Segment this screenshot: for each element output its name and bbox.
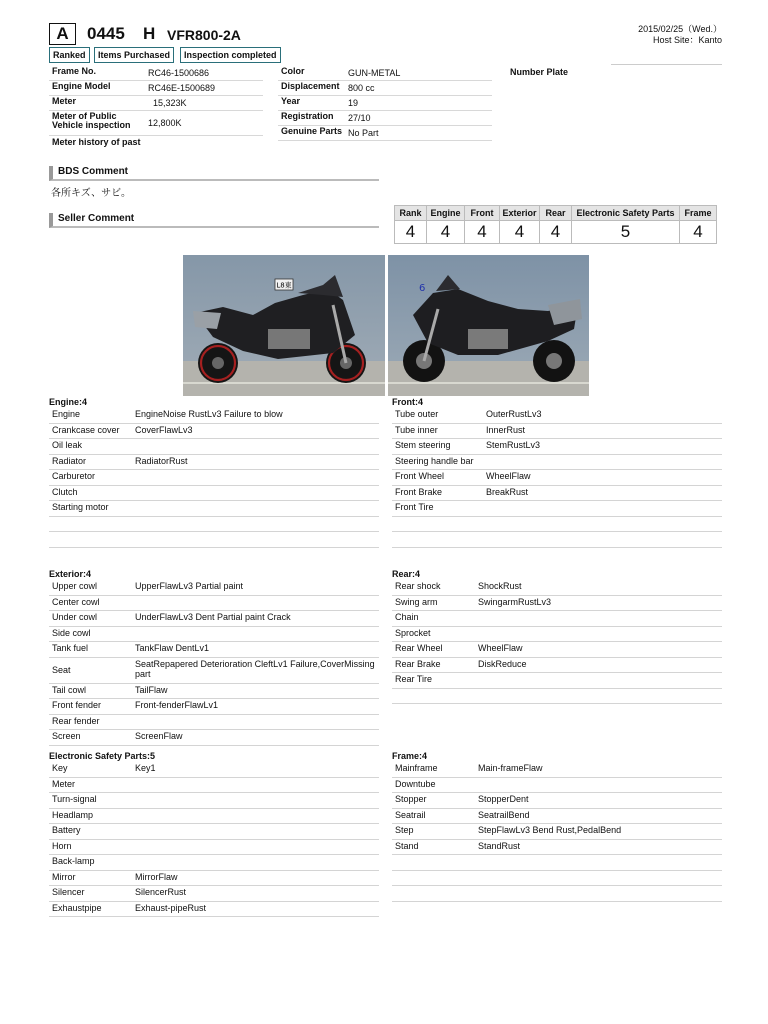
info-label: Meter xyxy=(52,96,77,106)
item-label: Back-lamp xyxy=(52,856,95,866)
frame-row xyxy=(392,777,722,794)
item-value: Front-fenderFlawLv1 xyxy=(135,700,219,710)
item-label: Stopper xyxy=(395,794,427,804)
item-label: Headlamp xyxy=(52,809,94,820)
info-label: Meter of Public Vehicle inspection xyxy=(52,111,131,130)
exterior-row xyxy=(49,729,379,746)
item-label: Downtube xyxy=(395,778,436,789)
h-mark: H xyxy=(143,24,156,43)
item-label: Engine xyxy=(52,409,81,419)
info-value: 27/10 xyxy=(348,113,371,123)
info-value: 800 cc xyxy=(348,83,375,93)
front-row xyxy=(392,454,722,471)
rank-value-cell: 4 xyxy=(500,221,540,244)
info-row-meter xyxy=(49,95,263,111)
info-value: 19 xyxy=(348,98,359,108)
item-value: WheelFlaw xyxy=(486,471,531,481)
item-label: Upper cowl xyxy=(52,581,98,591)
info-label: Frame No. xyxy=(52,66,97,76)
exterior-row xyxy=(49,641,379,658)
info-row-frame-no xyxy=(49,65,263,81)
item-value: SeatrailBend xyxy=(478,809,530,820)
info-label: Color xyxy=(281,66,305,76)
item-value: StandRust xyxy=(478,840,521,851)
info-value: RC46-1500686 xyxy=(148,68,210,78)
engine-row xyxy=(49,485,379,502)
frame-row xyxy=(392,823,722,840)
item-label: Carburetor xyxy=(52,471,96,481)
item-value: TailFlaw xyxy=(135,684,168,695)
info-value: GUN-METAL xyxy=(348,68,401,78)
electronic-row xyxy=(49,792,379,809)
item-label: Steering handle bar xyxy=(395,455,474,466)
item-label: Silencer xyxy=(52,887,85,897)
item-label: Mirror xyxy=(52,871,76,882)
photo-tag-right: 6 xyxy=(419,283,426,294)
front-section-title: Front:4 xyxy=(392,397,423,407)
info-label: Year xyxy=(281,96,301,106)
item-value: InnerRust xyxy=(486,424,526,435)
rank-table xyxy=(394,205,717,244)
front-row xyxy=(392,485,722,502)
rear-row xyxy=(392,641,722,658)
item-value: MirrorFlaw xyxy=(135,871,178,882)
info-label: Meter history of past xyxy=(52,137,141,147)
front-row xyxy=(392,407,722,424)
item-label: Center cowl xyxy=(52,596,100,607)
rank-letter-box xyxy=(49,23,76,45)
item-label: Step xyxy=(395,825,414,835)
item-label: Front Brake xyxy=(395,486,443,497)
lot-number: 0445 xyxy=(87,24,125,43)
info-value: No Part xyxy=(348,128,379,138)
item-label: Turn-signal xyxy=(52,794,97,804)
item-label: Stem steering xyxy=(395,440,451,450)
info-value: RC46E-1500689 xyxy=(148,83,216,93)
item-label: Tank fuel xyxy=(52,643,89,653)
electronic-row xyxy=(49,808,379,825)
frame-row xyxy=(392,839,722,856)
photo-tag-left: L8東 xyxy=(276,281,292,290)
item-label: Swing arm xyxy=(395,596,438,607)
rank-header-cell: Electronic Safety Parts xyxy=(572,206,680,221)
item-label: Meter xyxy=(52,778,76,789)
item-label: Rear Tire xyxy=(395,674,433,684)
front-row xyxy=(392,438,722,455)
item-label: Horn xyxy=(52,840,72,851)
item-label: Screen xyxy=(52,731,81,741)
front-row xyxy=(392,500,722,517)
bds-comment-title: BDS Comment xyxy=(49,166,379,181)
item-value: Exhaust-pipeRust xyxy=(135,902,207,913)
electronic-row xyxy=(49,761,379,778)
engine-row xyxy=(49,454,379,471)
electronic-row xyxy=(49,777,379,794)
exterior-row xyxy=(49,683,379,700)
rank-value-cell: 5 xyxy=(572,221,680,244)
item-label: Sprocket xyxy=(395,627,431,638)
item-value: CoverFlawLv3 xyxy=(135,424,193,435)
engine-row xyxy=(49,407,379,424)
item-label: Tube inner xyxy=(395,424,438,435)
engine-row xyxy=(49,500,379,517)
bds-comment-text: 各所キズ、サビ。 xyxy=(51,188,131,199)
item-value: ShockRust xyxy=(478,581,522,591)
info-row-registration xyxy=(278,110,492,126)
item-label: Seat xyxy=(52,664,71,675)
exterior-row xyxy=(49,595,379,612)
engine-section-title: Engine:4 xyxy=(49,397,88,407)
rank-value-cell: 4 xyxy=(540,221,572,244)
header-divider xyxy=(611,64,722,65)
item-label: Front fender xyxy=(52,700,102,710)
item-label: Front Wheel xyxy=(395,471,445,481)
item-value: Key1 xyxy=(135,763,156,773)
frame-empty-row xyxy=(392,885,722,902)
rear-empty-row xyxy=(392,688,722,705)
rank-header-cell: Exterior xyxy=(500,206,540,221)
engine-empty-row xyxy=(49,531,379,548)
electronic-section-title: Electronic Safety Parts:5 xyxy=(49,751,156,761)
rank-value-cell: 4 xyxy=(465,221,500,244)
seller-comment-title: Seller Comment xyxy=(49,213,379,228)
rear-row xyxy=(392,610,722,627)
electronic-row xyxy=(49,870,379,887)
front-row xyxy=(392,469,722,486)
front-empty-row xyxy=(392,531,722,548)
exterior-row xyxy=(49,698,379,715)
item-label: Battery xyxy=(52,825,81,835)
auction-date: 2015/02/25（Wed.） xyxy=(638,24,722,34)
info-label: Genuine Parts xyxy=(281,126,343,136)
item-label: Side cowl xyxy=(52,627,91,638)
host-site: Host Site：Kanto xyxy=(652,35,722,45)
item-value: WheelFlaw xyxy=(478,643,523,653)
item-label: Rear Wheel xyxy=(395,643,443,653)
item-label: Rear Brake xyxy=(395,658,441,669)
rank-header-cell: Frame xyxy=(680,206,717,221)
item-value: SilencerRust xyxy=(135,887,187,897)
badge-items-purchased: Items Purchased xyxy=(94,47,174,63)
item-label: Starting motor xyxy=(52,502,109,512)
motorcycle-photo-right-side[interactable] xyxy=(183,255,385,396)
exterior-row xyxy=(49,579,379,596)
motorcycle-right-side-icon xyxy=(183,255,385,396)
item-label: Front Tire xyxy=(395,502,434,512)
info-row-genuine-parts xyxy=(278,125,492,141)
front-empty-row xyxy=(392,516,722,533)
info-value: 12,800K xyxy=(148,118,182,128)
rank-header-cell: Rank xyxy=(395,206,427,221)
rank-value-row xyxy=(395,221,717,244)
item-value: OuterRustLv3 xyxy=(486,409,542,419)
info-label: Engine Model xyxy=(52,81,111,91)
info-row-year xyxy=(278,95,492,111)
frame-row xyxy=(392,792,722,809)
item-value: SeatRepapered Deterioration CleftLv1 Failure,CoverMissing part xyxy=(135,658,375,679)
frame-empty-row xyxy=(392,870,722,887)
item-value: ScreenFlaw xyxy=(135,731,183,741)
frame-section-title: Frame:4 xyxy=(392,751,428,761)
rank-header-cell: Rear xyxy=(540,206,572,221)
rank-letter: A xyxy=(56,24,69,43)
item-value: StepFlawLv3 Bend Rust,PedalBend xyxy=(478,825,622,835)
frame-row xyxy=(392,808,722,825)
motorcycle-photo-left-side[interactable] xyxy=(388,255,589,396)
item-label: Oil leak xyxy=(52,440,83,450)
item-value: DiskReduce xyxy=(478,658,527,669)
engine-row xyxy=(49,423,379,440)
item-label: Key xyxy=(52,763,68,773)
frame-row xyxy=(392,761,722,778)
info-label: Displacement xyxy=(281,81,340,91)
electronic-row xyxy=(49,885,379,902)
item-value: StemRustLv3 xyxy=(486,440,541,450)
info-row-color xyxy=(278,65,492,81)
front-row xyxy=(392,423,722,440)
item-value: StopperDent xyxy=(478,794,529,804)
frame-empty-row xyxy=(392,854,722,871)
rear-row xyxy=(392,626,722,643)
info-label: Registration xyxy=(281,111,334,121)
info-value: 15,323K xyxy=(153,98,187,108)
rear-section-title: Rear:4 xyxy=(392,569,421,579)
item-label: Mainframe xyxy=(395,763,438,773)
item-label: Tail cowl xyxy=(52,684,87,695)
item-value: TankFlaw DentLv1 xyxy=(135,643,210,653)
item-value: Main-frameFlaw xyxy=(478,763,543,773)
date-block xyxy=(638,24,722,46)
item-label: Seatrail xyxy=(395,809,426,820)
rear-row xyxy=(392,595,722,612)
item-label: Exhaustpipe xyxy=(52,902,102,913)
number-plate-label: Number Plate xyxy=(510,67,569,77)
electronic-row xyxy=(49,823,379,840)
info-row-engine-model xyxy=(49,80,263,96)
item-label: Tube outer xyxy=(395,409,439,419)
exterior-row xyxy=(49,626,379,643)
info-row-displacement xyxy=(278,80,492,96)
info-row-meter-history xyxy=(49,136,263,151)
rank-value-cell: 4 xyxy=(427,221,465,244)
rank-value-cell: 4 xyxy=(395,221,427,244)
rank-header-row xyxy=(395,206,717,221)
item-label: Radiator xyxy=(52,455,87,466)
item-label: Crankcase cover xyxy=(52,424,120,435)
item-label: Under cowl xyxy=(52,612,98,622)
electronic-row xyxy=(49,901,379,918)
item-label: Clutch xyxy=(52,486,78,497)
item-value: BreakRust xyxy=(486,486,529,497)
item-label: Chain xyxy=(395,612,419,622)
item-value: SwingarmRustLv3 xyxy=(478,596,552,607)
item-label: Stand xyxy=(395,840,419,851)
rank-header-cell: Engine xyxy=(427,206,465,221)
badge-ranked: Ranked xyxy=(49,47,90,63)
item-value: RadiatorRust xyxy=(135,455,188,466)
rear-row xyxy=(392,657,722,674)
rank-header-cell: Front xyxy=(465,206,500,221)
item-label: Rear fender xyxy=(52,715,100,726)
exterior-row xyxy=(49,657,379,684)
model-name: VFR800-2A xyxy=(167,27,241,43)
item-value: UpperFlawLv3 Partial paint xyxy=(135,581,244,591)
exterior-section-title: Exterior:4 xyxy=(49,569,92,579)
rank-value-cell: 4 xyxy=(680,221,717,244)
exterior-row xyxy=(49,610,379,627)
engine-row xyxy=(49,469,379,486)
electronic-row xyxy=(49,854,379,871)
engine-empty-row xyxy=(49,516,379,533)
item-value: UnderFlawLv3 Dent Partial paint Crack xyxy=(135,612,291,622)
item-label: Rear shock xyxy=(395,581,441,591)
engine-row xyxy=(49,438,379,455)
badge-inspection-completed: Inspection completed xyxy=(180,47,281,63)
info-row-public-inspection xyxy=(49,110,263,136)
item-value: EngineNoise RustLv3 Failure to blow xyxy=(135,409,283,419)
rear-row xyxy=(392,579,722,596)
motorcycle-left-side-icon xyxy=(388,255,589,396)
exterior-row xyxy=(49,714,379,731)
rear-row xyxy=(392,672,722,689)
electronic-row xyxy=(49,839,379,856)
